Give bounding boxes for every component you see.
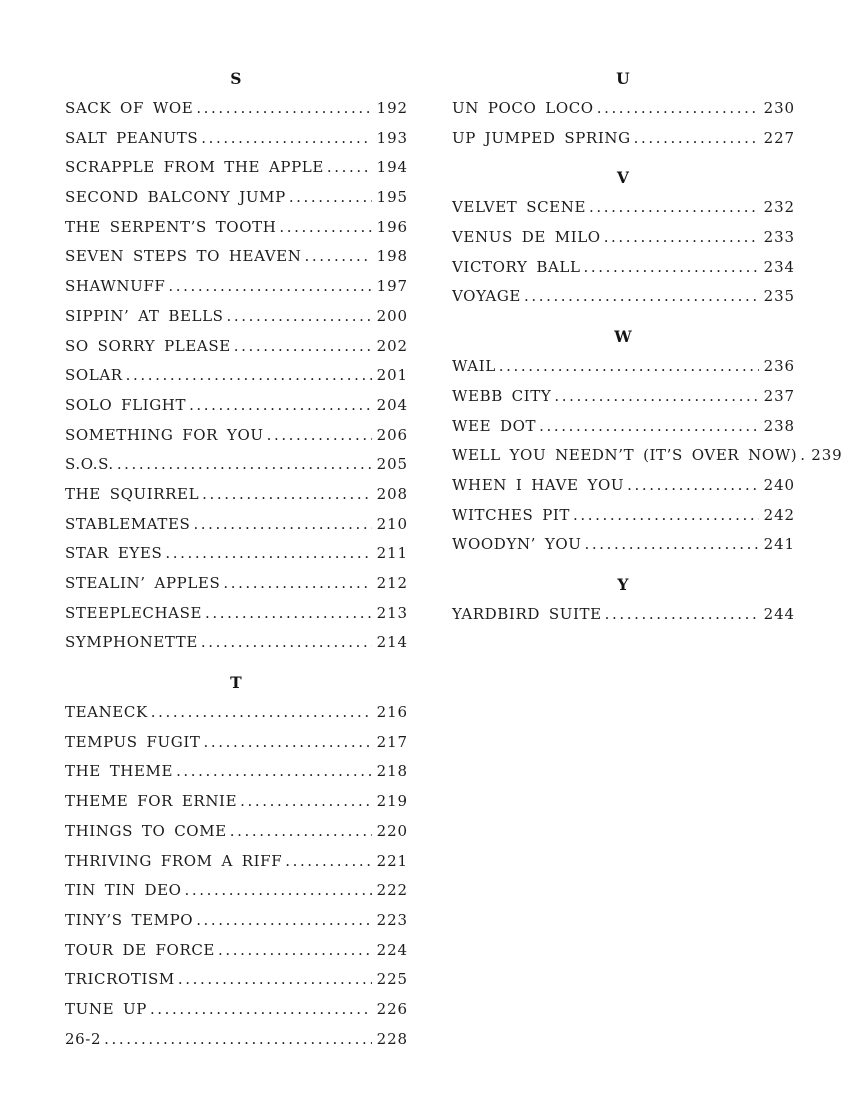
index-entry bbox=[452, 530, 795, 560]
index-column-right bbox=[452, 54, 843, 1118]
dot-leader bbox=[227, 302, 372, 332]
song-title: SHAWNUFF bbox=[65, 277, 166, 296]
dot-leader bbox=[117, 450, 372, 480]
page-number: 224 bbox=[376, 940, 408, 959]
index-entry bbox=[452, 94, 795, 124]
dot-leader bbox=[185, 876, 372, 906]
dot-leader bbox=[585, 530, 759, 560]
page-number: 204 bbox=[376, 395, 408, 414]
page-number: 192 bbox=[376, 99, 408, 117]
index-entry bbox=[65, 995, 408, 1025]
page-number: 196 bbox=[376, 217, 408, 236]
page-number: 237 bbox=[763, 386, 795, 405]
index-entry bbox=[452, 441, 843, 471]
index-entry bbox=[65, 728, 408, 758]
song-title: STABLEMATES bbox=[65, 514, 191, 533]
index-entry bbox=[65, 450, 408, 480]
page-number: 219 bbox=[376, 792, 408, 811]
dot-leader bbox=[240, 787, 372, 817]
page-number: 240 bbox=[763, 475, 795, 494]
page-number: 213 bbox=[376, 603, 408, 622]
index-entry bbox=[452, 501, 795, 531]
dot-leader bbox=[304, 242, 371, 272]
page-number: 211 bbox=[376, 544, 408, 563]
page-number: 205 bbox=[376, 455, 408, 474]
song-title: 26-2 bbox=[65, 1029, 102, 1048]
song-title: WITCHES PIT bbox=[452, 505, 571, 524]
section-letter-heading: T bbox=[230, 673, 243, 693]
index-entry bbox=[452, 253, 795, 283]
index-entry bbox=[65, 332, 408, 362]
page-number: 236 bbox=[763, 357, 795, 376]
index-entry bbox=[65, 787, 408, 817]
song-title: VELVET SCENE bbox=[452, 198, 586, 217]
index-entry bbox=[65, 302, 408, 332]
song-title: SEVEN STEPS TO HEAVEN bbox=[65, 247, 302, 266]
dot-leader bbox=[604, 223, 759, 253]
index-entry bbox=[65, 1025, 408, 1055]
page-number: 216 bbox=[376, 703, 408, 722]
section-letter-heading: V bbox=[616, 168, 631, 188]
song-title: THE SERPENT’S TOOTH bbox=[65, 217, 277, 236]
song-title: YARDBIRD SUITE bbox=[452, 604, 602, 623]
dot-leader bbox=[189, 391, 372, 421]
page-number: 241 bbox=[763, 535, 795, 554]
index-entry bbox=[65, 361, 408, 391]
page-number: 238 bbox=[763, 416, 795, 435]
section-letter-heading: W bbox=[614, 327, 633, 347]
index-entry bbox=[65, 183, 408, 213]
index-entry bbox=[452, 471, 795, 501]
dot-leader bbox=[176, 757, 372, 787]
song-title: TEMPUS FUGIT bbox=[65, 732, 201, 751]
index-column-left bbox=[65, 54, 408, 1118]
song-title: WEE DOT bbox=[452, 416, 537, 435]
song-title: TEANECK bbox=[65, 703, 148, 722]
index-entry bbox=[65, 539, 408, 569]
dot-leader bbox=[150, 995, 372, 1025]
song-title: WHEN I HAVE YOU bbox=[452, 475, 625, 494]
page-number: 244 bbox=[763, 604, 795, 623]
dot-leader bbox=[201, 124, 371, 154]
section-letter-heading: Y bbox=[617, 574, 630, 594]
page-number: 208 bbox=[376, 484, 408, 503]
index-entry bbox=[65, 628, 408, 658]
song-title: STEEPLECHASE bbox=[65, 603, 202, 622]
page-number: 230 bbox=[763, 99, 795, 117]
song-title: TINY’S TEMPO bbox=[65, 910, 194, 929]
dot-leader bbox=[267, 421, 372, 451]
index-entry bbox=[65, 94, 408, 124]
song-title: VOYAGE bbox=[452, 287, 521, 306]
dot-leader bbox=[205, 599, 372, 629]
dot-leader bbox=[539, 412, 759, 442]
song-title: SECOND BALCONY JUMP bbox=[65, 188, 286, 207]
index-entry bbox=[452, 282, 795, 312]
index-entry bbox=[452, 223, 795, 253]
song-title: WAIL bbox=[452, 357, 496, 376]
song-title: TIN TIN DEO bbox=[65, 881, 182, 900]
song-title: S.O.S. bbox=[65, 455, 114, 474]
dot-leader bbox=[196, 94, 371, 124]
song-title: WELL YOU NEEDN’T (IT’S OVER NOW) bbox=[452, 446, 798, 465]
index-entry bbox=[65, 153, 408, 183]
song-title: WEBB CITY bbox=[452, 386, 552, 405]
page-number: 201 bbox=[376, 366, 408, 385]
page-number: 225 bbox=[376, 970, 408, 989]
index-entry bbox=[65, 936, 408, 966]
dot-leader bbox=[800, 441, 806, 471]
page-number: 198 bbox=[376, 247, 408, 266]
dot-leader bbox=[230, 817, 372, 847]
page-number: 214 bbox=[376, 633, 408, 652]
page-number: 226 bbox=[376, 999, 408, 1018]
index-entry bbox=[452, 352, 795, 382]
dot-leader bbox=[285, 847, 371, 877]
dot-leader bbox=[104, 1025, 372, 1055]
index-entry bbox=[65, 965, 408, 995]
index-entry bbox=[65, 569, 408, 599]
dot-leader bbox=[605, 600, 759, 630]
index-entry bbox=[452, 412, 795, 442]
dot-leader bbox=[584, 253, 759, 283]
index-entry bbox=[65, 213, 408, 243]
index-entry bbox=[65, 272, 408, 302]
song-title: THE THEME bbox=[65, 762, 174, 781]
page-number: 202 bbox=[376, 336, 408, 355]
dot-leader bbox=[218, 936, 372, 966]
page-number: 193 bbox=[376, 128, 408, 147]
page-number: 242 bbox=[763, 505, 795, 524]
page-number: 227 bbox=[763, 128, 795, 147]
song-title: VICTORY BALL bbox=[452, 257, 581, 276]
song-title: THE SQUIRREL bbox=[65, 484, 200, 503]
song-title: SALT PEANUTS bbox=[65, 128, 199, 147]
dot-leader bbox=[589, 193, 759, 223]
page-number: 222 bbox=[376, 881, 408, 900]
page-number: 233 bbox=[763, 228, 795, 247]
page-number: 197 bbox=[376, 277, 408, 296]
dot-leader bbox=[573, 501, 759, 531]
dot-leader bbox=[202, 480, 372, 510]
song-title: THEME FOR ERNIE bbox=[65, 792, 238, 811]
index-entry bbox=[65, 599, 408, 629]
dot-leader bbox=[178, 965, 372, 995]
song-title: SOLAR bbox=[65, 366, 123, 385]
song-title: UN POCO LOCO bbox=[452, 99, 594, 117]
dot-leader bbox=[289, 183, 372, 213]
section-letter-heading: U bbox=[616, 69, 631, 88]
dot-leader bbox=[634, 124, 759, 154]
song-title: SACK OF WOE bbox=[65, 99, 194, 117]
page-number: 228 bbox=[376, 1029, 408, 1048]
page-number: 194 bbox=[376, 158, 408, 177]
dot-leader bbox=[193, 510, 371, 540]
song-title: SYMPHONETTE bbox=[65, 633, 198, 652]
dot-leader bbox=[627, 471, 759, 501]
dot-leader bbox=[126, 361, 372, 391]
page-number: 223 bbox=[376, 910, 408, 929]
dot-leader bbox=[223, 569, 371, 599]
page-number: 234 bbox=[763, 257, 795, 276]
song-title: STEALIN’ APPLES bbox=[65, 574, 221, 592]
page-number: 220 bbox=[376, 821, 408, 840]
page-number: 218 bbox=[376, 762, 408, 781]
page-number: 239 bbox=[811, 446, 843, 465]
index-entry bbox=[65, 421, 408, 451]
page-number: 200 bbox=[376, 306, 408, 325]
index-entry bbox=[452, 600, 795, 630]
page-number: 232 bbox=[763, 198, 795, 217]
song-title: TUNE UP bbox=[65, 999, 147, 1018]
index-entry bbox=[452, 382, 795, 412]
song-title: STAR EYES bbox=[65, 544, 163, 563]
page-number: 217 bbox=[376, 732, 408, 751]
index-entry bbox=[65, 510, 408, 540]
index-entry bbox=[65, 817, 408, 847]
index-entry bbox=[65, 906, 408, 936]
song-title: THRIVING FROM A RIFF bbox=[65, 851, 283, 870]
dot-leader bbox=[554, 382, 758, 412]
page-number: 221 bbox=[376, 851, 408, 870]
dot-leader bbox=[499, 352, 759, 382]
page-number: 212 bbox=[376, 574, 408, 592]
index-entry bbox=[65, 480, 408, 510]
song-title: TRICROTISM bbox=[65, 970, 175, 989]
index-entry bbox=[65, 391, 408, 421]
section-letter-heading: S bbox=[230, 69, 243, 88]
song-title: SOMETHING FOR YOU bbox=[65, 425, 264, 444]
song-title: SO SORRY PLEASE bbox=[65, 336, 231, 355]
dot-leader bbox=[597, 94, 759, 124]
index-entry bbox=[65, 876, 408, 906]
dot-leader bbox=[524, 282, 759, 312]
page-number: 235 bbox=[763, 287, 795, 306]
dot-leader bbox=[201, 628, 372, 658]
dot-leader bbox=[327, 153, 372, 183]
dot-leader bbox=[165, 539, 371, 569]
page-number: 210 bbox=[376, 514, 408, 533]
index-entry bbox=[65, 757, 408, 787]
index-entry bbox=[65, 847, 408, 877]
song-title: SOLO FLIGHT bbox=[65, 395, 187, 414]
dot-leader bbox=[168, 272, 371, 302]
dot-leader bbox=[196, 906, 371, 936]
song-title: WOODYN’ YOU bbox=[452, 535, 582, 554]
dot-leader bbox=[234, 332, 372, 362]
song-title: SIPPIN’ AT BELLS bbox=[65, 306, 224, 325]
page-number: 206 bbox=[376, 425, 408, 444]
index-entry bbox=[452, 124, 795, 154]
index-entry bbox=[65, 124, 408, 154]
index-entry bbox=[65, 698, 408, 728]
index-entry bbox=[452, 193, 795, 223]
song-title: TOUR DE FORCE bbox=[65, 940, 215, 959]
song-title: UP JUMPED SPRING bbox=[452, 128, 631, 147]
page-number: 195 bbox=[376, 188, 408, 207]
song-title: SCRAPPLE FROM THE APPLE bbox=[65, 158, 324, 177]
index-entry bbox=[65, 242, 408, 272]
song-title: THINGS TO COME bbox=[65, 821, 227, 840]
dot-leader bbox=[279, 213, 371, 243]
song-title: VENUS DE MILO bbox=[452, 228, 601, 247]
dot-leader bbox=[204, 728, 372, 758]
dot-leader bbox=[151, 698, 372, 728]
